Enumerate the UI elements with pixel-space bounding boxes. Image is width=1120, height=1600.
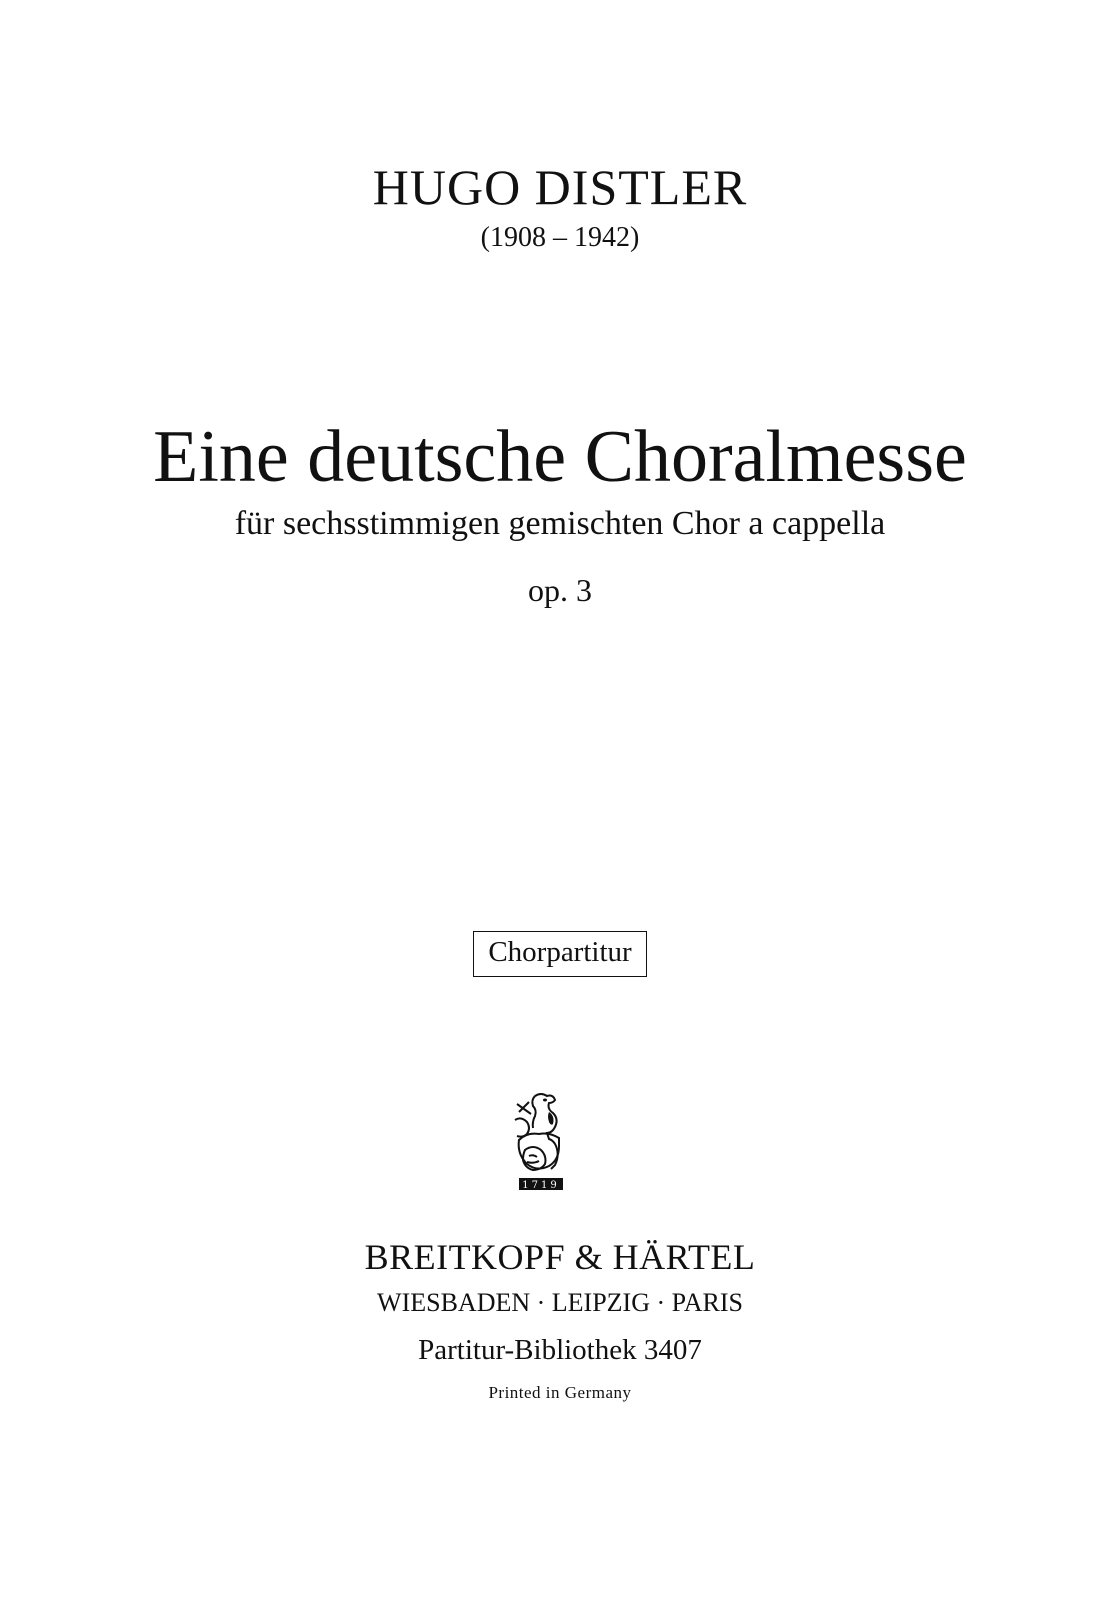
work-title: Eine deutsche Choralmesse xyxy=(153,416,967,498)
composer-dates: (1908 – 1942) xyxy=(480,222,640,253)
printed-in-note: Printed in Germany xyxy=(488,1383,632,1402)
work-subtitle: für sechsstimmigen gemischten Chor a cappella xyxy=(234,505,886,542)
publisher-cities: WIESBADEN · LEIPZIG · PARIS xyxy=(377,1288,743,1317)
publisher-bear-emblem-icon xyxy=(505,1090,577,1200)
logo-year: 1719 xyxy=(522,1180,560,1191)
edition-label-wrap xyxy=(0,931,1120,977)
composer-name: HUGO DISTLER xyxy=(372,159,748,215)
series-number: Partitur-Bibliothek 3407 xyxy=(418,1334,702,1366)
opus-number: op. 3 xyxy=(528,572,592,608)
edition-type-box: Chorpartitur xyxy=(473,931,646,977)
publisher-name: BREITKOPF & HÄRTEL xyxy=(364,1237,756,1277)
